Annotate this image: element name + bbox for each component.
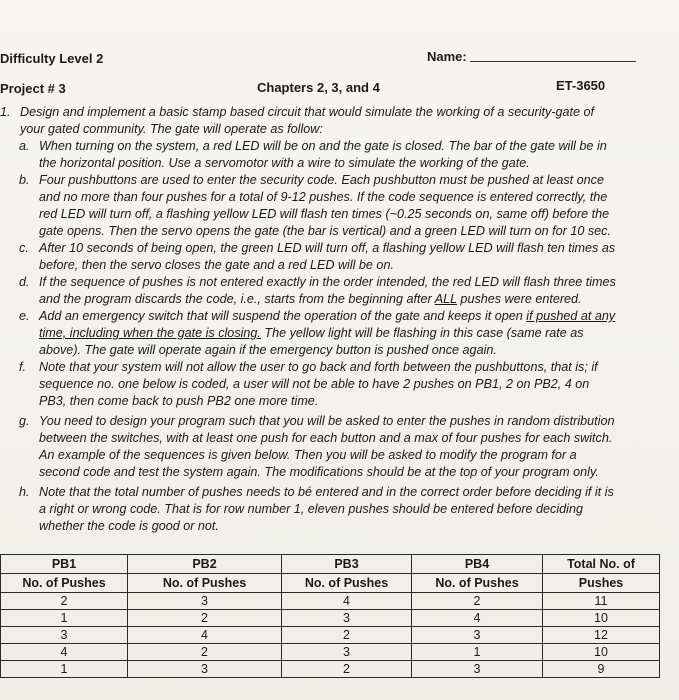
item-g-marker: g. [19, 414, 30, 428]
header-pb4: PB4 [412, 555, 543, 574]
course-code: ET-3650 [556, 78, 606, 93]
name-blank-line [470, 61, 636, 62]
item-1-line: your gated community. The gate will operate as follow: [20, 122, 323, 136]
item-b-line: and no more than four pushes for a total of 9-12 pushes. If the code sequence is entered correctly, the [39, 190, 608, 204]
underlined-text: ALL [434, 292, 457, 306]
item-b-line: gate opens. Then the servo opens the gate (the bar is vertical) and a green LED will turn on for 10 sec. [39, 224, 611, 238]
difficulty-label: Difficulty Level 2 [0, 51, 104, 66]
table-cell: 9 [543, 661, 660, 678]
underlined-text: if pushed at any [526, 309, 616, 323]
table-row [1, 593, 660, 610]
item-c-marker: c. [19, 241, 29, 255]
table-cell: 1 [1, 610, 128, 627]
table-cell: 3 [1, 627, 128, 644]
item-1-line: Design and implement a basic stamp based circuit that would simulate the working of a security-gate of [20, 105, 594, 119]
item-f-line: PB3, then come back to push PB2 one more time. [39, 394, 319, 408]
item-g-line: between the switches, with at least one push for each button and a max of four pushes for each switch. [39, 431, 613, 445]
name-label: Name: [427, 49, 467, 64]
item-e-line: time, including when the gate is closing. The yellow light will be flashing in this case (same rate as [39, 326, 584, 340]
item-d-line: and the program discards the code, i.e., starts from the beginning after ALL pushes were entered. [39, 292, 582, 306]
table-cell: 3 [282, 610, 412, 627]
item-g-line: You need to design your program such that you will be asked to enter the pushes in random distribution [39, 414, 615, 428]
item-d-marker: d. [19, 275, 30, 289]
table-cell: 1 [1, 661, 128, 678]
header-pb4-sub: No. of Pushes [412, 574, 543, 593]
pushes-table [0, 554, 660, 678]
table-cell: 4 [128, 627, 282, 644]
table-cell: 2 [282, 627, 412, 644]
item-e-line: Add an emergency switch that will suspend the operation of the gate and keeps it open if pushed at any [39, 309, 616, 323]
table-cell: 2 [128, 610, 282, 627]
header-pb2: PB2 [128, 555, 282, 574]
item-f-marker: f. [19, 360, 26, 374]
item-1-marker: 1. [0, 105, 11, 119]
header-total: Total No. of [543, 555, 660, 574]
table-cell: 3 [282, 644, 412, 661]
item-h-line: whether the code is good or not. [39, 519, 219, 533]
underlined-text: time, including when the gate is closing. [39, 326, 261, 340]
header-pb1: PB1 [1, 555, 128, 574]
table-cell: 11 [543, 593, 660, 610]
table-cell: 3 [412, 627, 543, 644]
item-b-line: Four pushbuttons are used to enter the security code. Each pushbutton must be pushed at least once [39, 173, 604, 187]
item-g-line: An example of the sequences is given below. Then you will be asked to modify the program for a [39, 448, 577, 462]
item-f-line: Note that your system will not allow the user to go back and forth between the pushbuttons, that is; if [39, 360, 598, 374]
item-a-line: When turning on the system, a red LED will be on and the gate is closed. The bar of the gate will be in [39, 139, 607, 153]
item-h-marker: h. [19, 485, 30, 499]
table-cell: 2 [412, 593, 543, 610]
table-header-row-2 [1, 574, 660, 593]
table-cell: 2 [1, 593, 128, 610]
item-d-line: If the sequence of pushes is not entered exactly in the order intended, the red LED will flash three times [39, 275, 616, 289]
item-e-marker: e. [19, 309, 30, 323]
table-cell: 3 [412, 661, 543, 678]
table-cell: 4 [1, 644, 128, 661]
project-label: Project # 3 [0, 81, 66, 96]
table-cell: 3 [128, 661, 282, 678]
item-a-line: the horizontal position. Use a servomotor with a wire to simulate the working of the gate. [39, 156, 530, 170]
item-h-line: Note that the total number of pushes needs to bé entered and in the correct order before deciding if it is [39, 485, 614, 499]
table-cell: 4 [412, 610, 543, 627]
table-cell: 2 [128, 644, 282, 661]
table-header-row-1 [1, 555, 660, 574]
item-c-line: After 10 seconds of being open, the green LED will turn off, a flashing yellow LED will flash ten times as [39, 241, 616, 255]
table-cell: 1 [412, 644, 543, 661]
table-row [1, 661, 660, 678]
item-b-line: red LED will turn off, a flashing yellow LED will flash ten times (~0.25 seconds on, same off) before the [39, 207, 610, 221]
chapters-label: Chapters 2, 3, and 4 [257, 80, 380, 95]
header-pb1-sub: No. of Pushes [1, 574, 128, 593]
header-pb3: PB3 [282, 555, 412, 574]
header-pb2-sub: No. of Pushes [128, 574, 282, 593]
table-cell: 3 [128, 593, 282, 610]
table-cell: 10 [543, 610, 660, 627]
table-cell: 10 [543, 644, 660, 661]
item-c-line: before, then the servo closes the gate and a red LED will be on. [39, 258, 394, 272]
header-total-sub: Pushes [543, 574, 660, 593]
header-pb3-sub: No. of Pushes [282, 574, 412, 593]
table-row [1, 610, 660, 627]
item-f-line: sequence no. one below is coded, a user will not be able to have 2 pushes on PB1, 2 on PB2, 4 on [39, 377, 590, 391]
item-h-line: a right or wrong code. That is for row number 1, eleven pushes should be entered before deciding [39, 502, 583, 516]
table-row [1, 627, 660, 644]
item-g-line: second code and test the system again. The modifications should be at the top of your program only. [39, 465, 599, 479]
item-a-marker: a. [19, 139, 30, 153]
item-e-line: above). The gate will operate again if the emergency button is pushed once again. [39, 343, 497, 357]
table-row [1, 644, 660, 661]
table-cell: 4 [282, 593, 412, 610]
item-b-marker: b. [19, 173, 30, 187]
table-cell: 12 [543, 627, 660, 644]
table-cell: 2 [282, 661, 412, 678]
